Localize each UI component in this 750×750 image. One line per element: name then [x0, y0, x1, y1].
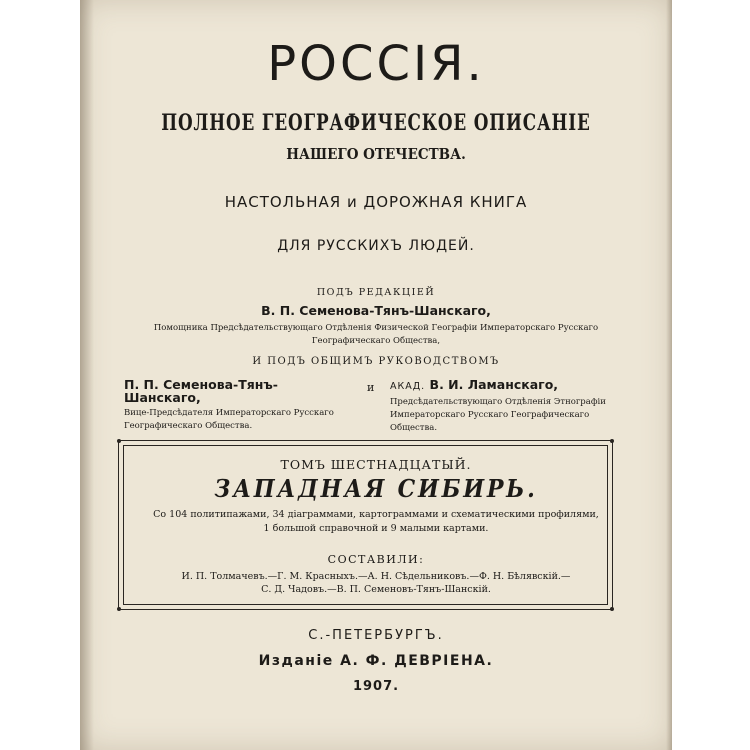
title-page: [80, 0, 672, 750]
volume-contents-line-2: 1 большой справочной и 9 малыми картами.: [263, 523, 489, 534]
audience: ДЛЯ РУССКИХЪ ЛЮДЕЙ.: [277, 238, 475, 254]
guidance-right-name: В. И. Ламанскаго,: [429, 377, 559, 392]
subtitle-line-2: НАШЕГО ОТЕЧЕСТВА.: [286, 145, 466, 163]
imprint-publisher: Изданіе А. Ф. ДЕВРІЕНА.: [258, 653, 494, 669]
volume-contents-line-1: Со 104 политипажами, 34 діаграммами, картограммами и схематическими профилями,: [153, 509, 599, 520]
guidance-left: [124, 378, 334, 433]
and-word: и: [367, 381, 375, 394]
guidance-right-name-line: [390, 378, 622, 393]
subtitle-line-1: ПОЛНОЕ ГЕОГРАФИЧЕСКОЕ ОПИСАНІЕ: [161, 110, 591, 136]
volume-name: ЗАПАДНАЯ СИБИРЬ.: [214, 474, 538, 503]
imprint-year: 1907.: [352, 679, 400, 694]
volume-contents: [80, 508, 672, 536]
under-editorship-label: ПОДЪ РЕДАКЦІЕЙ: [316, 287, 436, 298]
guidance-right-role: Предсѣдательствующаго Отдѣленія Этнографіи Императорскаго Русскаго Географическаго Общества.: [390, 397, 606, 433]
guidance-left-name: П. П. Семенова-Тянъ-Шанскаго,: [124, 377, 278, 405]
authors: [80, 570, 672, 596]
authors-line-1: И. П. Толмачевъ.—Г. М. Красныхъ.—А. Н. Сѣдельниковъ.—Ф. Н. Бѣлявскій.—: [181, 571, 571, 582]
editor-name: В. П. Семенова-Тянъ-Шанскаго,: [261, 303, 491, 318]
book-title: РОССІЯ.: [267, 36, 485, 92]
book-type: НАСТОЛЬНАЯ и ДОРОЖНАЯ КНИГА: [224, 193, 528, 211]
frame-corner-ornament: [610, 439, 614, 443]
volume-number: ТОМЪ ШЕСТНАДЦАТЫЙ.: [280, 457, 472, 472]
guidance-left-role: Вице-Предсѣдателя Императорскаго Русскаго Географическаго Общества.: [124, 408, 334, 431]
compiled-label: СОСТАВИЛИ:: [327, 553, 425, 566]
imprint-city: С.-ПЕТЕРБУРГЪ.: [308, 628, 444, 643]
frame-corner-ornament: [117, 439, 121, 443]
authors-line-2: С. Д. Чадовъ.—В. П. Семеновъ-Тянъ-Шанскій.: [261, 584, 491, 595]
frame-corner-ornament: [117, 607, 121, 611]
frame-corner-ornament: [610, 607, 614, 611]
general-guidance-label: И ПОДЪ ОБЩИМЪ РУКОВОДСТВОМЪ: [252, 356, 500, 367]
academician-prefix: АКАД.: [390, 381, 426, 392]
editor-role: Помощника Предсѣдательствующаго Отдѣленія Физической Географіи Императорскаго Русскаго Географическаго Общества,: [153, 323, 599, 346]
guidance-right: [390, 378, 622, 435]
